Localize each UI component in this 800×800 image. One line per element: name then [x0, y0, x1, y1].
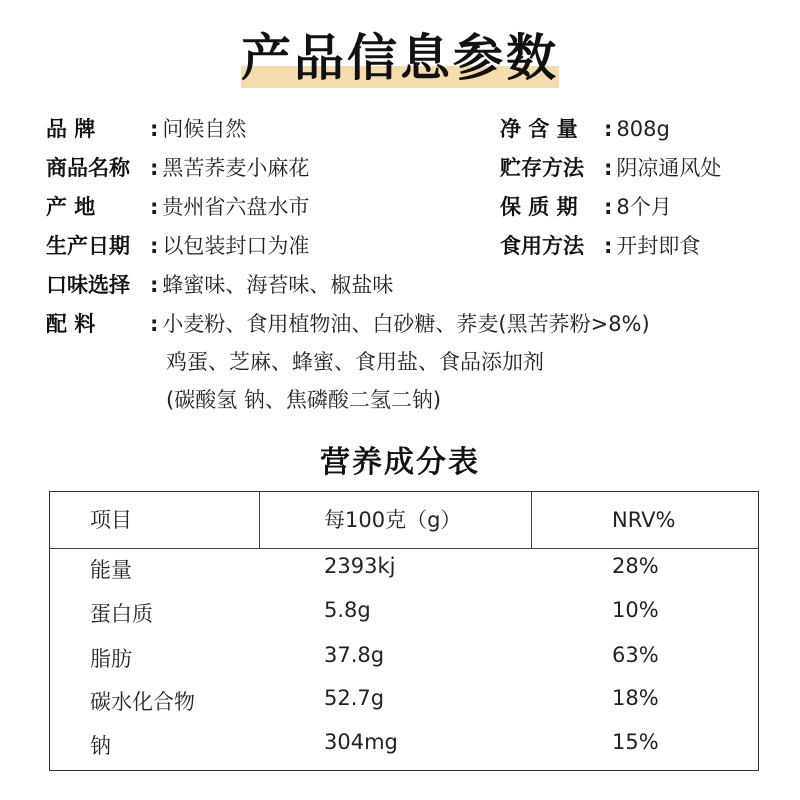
colon: : [150, 273, 159, 297]
nutrition-table [49, 491, 759, 771]
info-flavors [46, 266, 393, 304]
table-cell-item: 钠 [90, 734, 111, 758]
info-key: 配 料 [46, 312, 96, 336]
info-key: 食用方法 [500, 234, 584, 258]
info-value: 贵州省六盘水市 [162, 195, 310, 219]
colon: : [150, 117, 159, 141]
info-value: 808g [616, 117, 670, 141]
info-net-weight [500, 110, 670, 148]
info-key: 产 地 [46, 195, 96, 219]
colon: : [604, 117, 613, 141]
info-value: 蜂蜜味、海苔味、椒盐味 [162, 273, 394, 297]
page-title [241, 26, 559, 90]
info-value: 阴凉通风处 [616, 156, 722, 180]
info-key: 贮存方法 [500, 156, 584, 180]
table-cell-nrv: 10% [612, 598, 659, 622]
info-value: 问候自然 [162, 117, 247, 141]
table-cell-nrv: 15% [612, 730, 659, 754]
table-cell-item: 碳水化合物 [90, 690, 195, 714]
colon: : [604, 156, 613, 180]
page-title-text: 产品信息参数 [241, 29, 559, 87]
table-cell-nrv: 18% [612, 686, 659, 710]
colon: : [150, 195, 159, 219]
info-usage [500, 227, 700, 265]
table-cell-amount: 304mg [324, 730, 398, 754]
table-header-per100g: 每100克（g） [324, 508, 462, 532]
info-shelf-life [500, 188, 672, 226]
title-area [0, 26, 800, 90]
info-key: 口味选择 [46, 273, 130, 297]
info-value: 黑苦荞麦小麻花 [162, 156, 310, 180]
table-cell-amount: 52.7g [324, 686, 385, 710]
info-origin [46, 188, 309, 226]
info-key: 商品名称 [46, 156, 130, 180]
nutrition-title: 营养成分表 [320, 445, 480, 480]
table-cell-amount: 37.8g [324, 643, 385, 667]
table-header-nrv: NRV% [612, 508, 676, 532]
table-cell-amount: 5.8g [324, 598, 371, 622]
ingredients-line: (碳酸氢 钠、焦磷酸二氢二钠) [166, 388, 442, 412]
info-key: 品 牌 [46, 117, 96, 141]
ingredients-line: 小麦粉、食用植物油、白砂糖、荞麦(黑苦荞粉>8%) [162, 312, 650, 336]
table-cell-item: 脂肪 [90, 647, 132, 671]
table-header-item: 项目 [90, 508, 132, 532]
info-product-name [46, 149, 309, 187]
header-divider [50, 548, 758, 549]
column-divider [259, 492, 260, 548]
info-value: 8个月 [616, 195, 672, 219]
table-cell-item: 蛋白质 [90, 602, 153, 626]
colon: : [150, 234, 159, 258]
info-production-date [46, 227, 309, 265]
colon: : [150, 156, 159, 180]
info-ingredients [46, 305, 650, 343]
info-storage [500, 149, 721, 187]
colon: : [604, 195, 613, 219]
info-value: 以包装封口为准 [162, 234, 310, 258]
table-cell-item: 能量 [90, 558, 132, 582]
info-key: 保 质 期 [500, 195, 578, 219]
info-value: 开封即食 [616, 234, 701, 258]
info-key: 生产日期 [46, 234, 130, 258]
info-brand [46, 110, 246, 148]
column-divider [531, 492, 532, 548]
info-key: 净 含 量 [500, 117, 578, 141]
ingredients-line: 鸡蛋、芝麻、蜂蜜、食用盐、食品添加剂 [166, 350, 544, 374]
colon: : [150, 312, 159, 336]
table-cell-nrv: 63% [612, 643, 659, 667]
table-cell-nrv: 28% [612, 554, 659, 578]
colon: : [604, 234, 613, 258]
table-cell-amount: 2393kj [324, 554, 396, 578]
